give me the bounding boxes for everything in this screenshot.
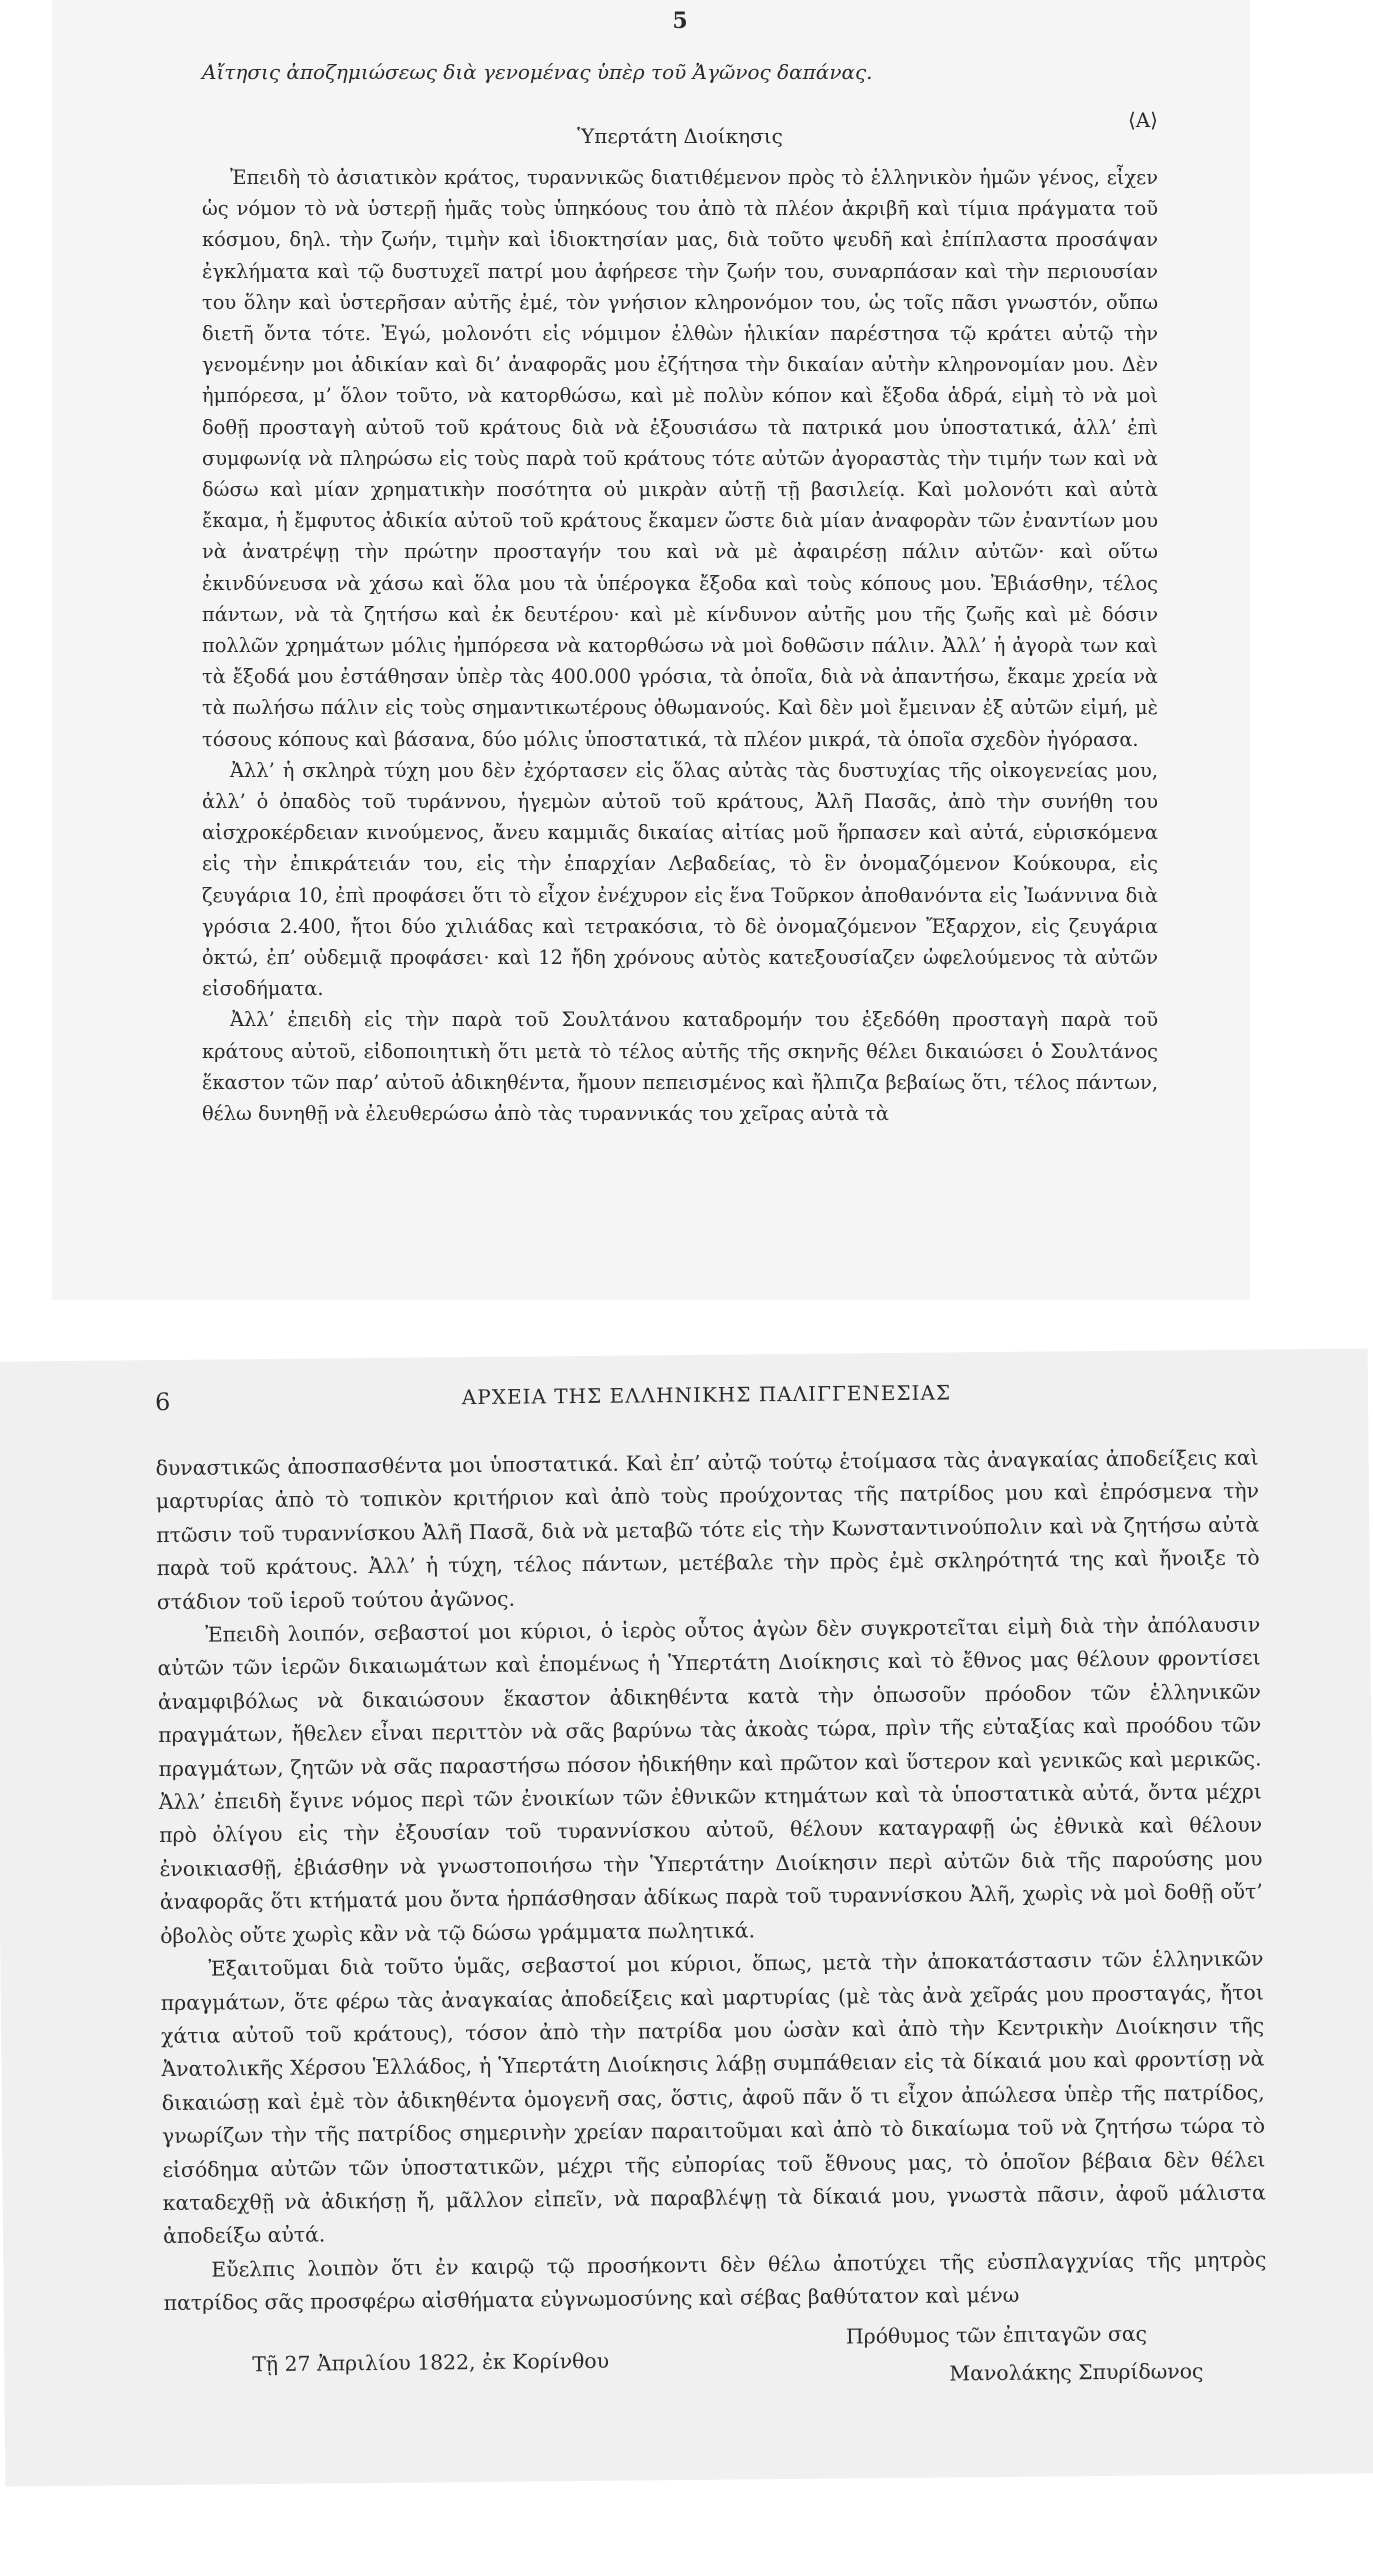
signer-name: Μανολάκης Σπυρίδωνος [949,2358,1204,2386]
signature-block [164,2314,1268,2425]
addressee-heading: Ὑπερτάτη Διοίκησις [577,124,783,148]
paragraph: Ἐξαιτοῦμαι διὰ τοῦτο ὑμᾶς, σεβαστοί μοι κύριοι, ὅπως, μετὰ τὴν ἀποκατάστασιν τῶν ἑλληνικῶν πραγμάτων, ὅτε φέρω τὰς ἀναγκαίας ἀποδείξεις καὶ μαρτυρίας (μὲ τὰς ἀνὰ χεῖράς μου προσταγάς, ἤτοι χάτια αὐτοῦ τοῦ κράτους), τόσον ἀπὸ τὴν πατρίδα μου ὡσὰν καὶ ἀπὸ τὴν Κεντρικὴν Διοίκησιν τῆς Ἀνατολικῆς Χέρσου Ἑλλάδος, ἡ Ὑπερτάτη Διοίκησις λάβῃ συμπάθειαν εἰς τὰ δίκαιά μου καὶ φροντίσῃ νὰ δικαιώσῃ καὶ ἐμὲ τὸν ἀδικηθέντα ὁμογενῆ σας, ὅστις, ἀφοῦ πᾶν ὅ τι εἶχον ἀπώλεσα ὑπὲρ τῆς πατρίδος, γνωρίζων τὴν τῆς πατρίδος σημερινὴν χρείαν παραιτοῦμαι καὶ ἀπὸ τὸ δικαίωμα τοῦ νὰ ζητήσω τώρα τὸ εἰσόδημα αὐτῶν τῶν ὑποστατικῶν, μέχρι τῆς εὐπορίας τοῦ ἔθνους μας, τὸ ὁποῖον βέβαια δὲν θέλει καταδεχθῇ νὰ ἀδικήσῃ ἤ, μᾶλλον εἰπεῖν, νὰ παραβλέψῃ τὰ δίκαιά μου, γνωστὰ πᾶσιν, ἀφοῦ μάλιστα ἀποδείξω αὐτά. [160,1946,1266,2249]
page-header [155,1363,1258,1430]
paragraph: δυναστικῶς ἀποσπασθέντα μοι ὑποστατικά. Καὶ ἐπ’ αὐτῷ τούτῳ ἑτοίμασα τὰς ἀναγκαίας ἀποδείξεις καὶ μαρτυρίας ἀπὸ τὸ τοπικὸν κριτήριον καὶ ἀπὸ τοὺς προύχοντας τῆς πατρίδος μου καὶ ἐπρόσμενα τὴν πτῶσιν τοῦ τυραννίσκου Ἀλῆ Πασᾶ, διὰ νὰ μεταβῶ τότε εἰς τὴν Κωνσταντινούπολιν καὶ νὰ ζητήσω αὐτὰ παρὰ τοῦ κράτους. Ἀλλ’ ἡ τύχη, τέλος πάντων, μετέβαλε τὴν πρὸς ἐμὲ σκληρότητά της καὶ ἤνοιξε τὸ στάδιον τοῦ ἱεροῦ τούτου ἀγῶνος. [155,1445,1260,1614]
paragraph: Εὔελπις λοιπὸν ὅτι ἐν καιρῷ τῷ προσήκοντι δὲν θέλω ἀποτύχει τῆς εὐσπλαγχνίας τῆς μητρὸς πατρίδος σᾶς προσφέρω αἰσθήματα εὐγνωμοσύνης καὶ σέβας βαθύτατον καὶ μένω [163,2247,1267,2316]
page-number: 5 [672,8,688,34]
document-title: Αἴτησις ἀποζημιώσεως διὰ γενομένας ὑπὲρ τοῦ Ἀγῶνος δαπάνας. [202,60,873,84]
page-number: 6 [154,1387,171,1417]
date-line: Τῇ 27 Ἀπριλίου 1822, ἐκ Κορίνθου [252,2348,610,2376]
page-5 [52,0,1250,1300]
paragraph: Ἀλλ’ ἐπειδὴ εἰς τὴν παρὰ τοῦ Σουλτάνου καταδρομήν του ἐξεδόθη προσταγὴ παρὰ τοῦ κράτους αὐτοῦ, εἰδοποιητικὴ ὅτι μετὰ τὸ τέλος αὐτῆς τῆς σκηνῆς θέλει δικαιώσει ὁ Σουλτάνος ἕκαστον τῶν παρ’ αὐτοῦ ἀδικηθέντα, ἤμουν πεπεισμένος καὶ ἤλπιζα βεβαίως ὅτι, τέλος πάντων, θέλω δυνηθῇ νὰ ἐλευθερώσω ἀπὸ τὰς τυραννικάς του χεῖρας αὐτὰ τὰ [202,1008,1158,1126]
body-text [202,162,1158,1129]
running-head: ΑΡΧΕΙΑ ΤΗΣ ΕΛΛΗΝΙΚΗΣ ΠΑΛΙΓΓΕΝΕΣΙΑΣ [461,1380,952,1410]
paragraph: Ἐπειδὴ τὸ ἀσιατικὸν κράτος, τυραννικῶς διατιθέμενον πρὸς τὸ ἑλληνικὸν ἡμῶν γένος, εἶχεν ὡς νόμον τὸ νὰ ὑστερῇ ἡμᾶς τοὺς ὑπηκόους του ἀπὸ τὰ πλέον ἀκριβῆ καὶ τίμια πράγματα τοῦ κόσμου, δηλ. τὴν ζωήν, τιμὴν καὶ ἰδιοκτησίαν μας, διὰ τοῦτο ψευδῆ καὶ ἐπίπλαστα προσάψαν ἐγκλήματα καὶ τῷ δυστυχεῖ πατρί μου ἀφήρεσε τὴν ζωήν του, συναρπάσαν καὶ τὴν περιουσίαν του ὅλην καὶ ὑστερῆσαν αὐτῆς ἐμέ, τὸν γνήσιον κληρονόμον του, ὡς τοῖς πᾶσι γνωστόν, οὔπω διετῆ ὄντα τότε. Ἐγώ, μολονότι εἰς νόμιμον ἐλθὼν ἡλικίαν παρέστησα τῷ κράτει αὐτῷ τὴν γενομένην μοι ἀδικίαν καὶ δι’ ἀναφορᾶς μου ἐζήτησα τὴν δικαίαν αὐτὴν κληρονομίαν μου. Δὲν ἠμπόρεσα, μ’ ὅλον τοῦτο, νὰ κατορθώσω, καὶ μὲ πολὺν κόπον καὶ ἔξοδα ἁδρά, εἰμὴ τὸ νὰ μοὶ δοθῇ προσταγὴ αὐτοῦ τοῦ κράτους διὰ νὰ ἐξουσιάσω τὰ πατρικά μου ὑποστατικά, ἀλλ’ ἐπὶ συμφωνίᾳ νὰ πληρώσω εἰς τοὺς παρὰ τοῦ κράτους τότε αὐτῶν ἀγοραστὰς τὴν τιμήν των καὶ νὰ δώσω καὶ μίαν χρηματικὴν ποσότητα οὐ μικρὰν αὐτῇ τῇ βασιλείᾳ. Καὶ μολονότι καὶ αὐτὰ ἔκαμα, ἡ ἔμφυτος ἀδικία αὐτοῦ τοῦ κράτους ἔκαμεν ὥστε διὰ μίαν ἀναφορὰν τῶν ἐναντίων μου νὰ ἀνατρέψῃ τὴν πρώτην προσταγήν του καὶ νὰ μὲ ἀφαιρέσῃ πάλιν αὐτῶν· καὶ οὕτω ἐκινδύνευσα νὰ χάσω καὶ ὅλα μου τὰ ὑπέρογκα ἔξοδα καὶ τοὺς κόπους μου. Ἐβιάσθην, τέλος πάντων, νὰ τὰ ζητήσω καὶ ἐκ δευτέρου· καὶ μὲ κίνδυνον αὐτῆς μου τῆς ζωῆς καὶ μὲ δόσιν πολλῶν χρημάτων μόλις ἠμπόρεσα νὰ κατορθώσω νὰ μοὶ δοθῶσιν πάλιν. Ἀλλ’ ἡ ἀγορὰ των καὶ τὰ ἔξοδά μου ἐστάθησαν ὑπὲρ τὰς 400.000 γρόσια, τὰ ὁποῖα, διὰ νὰ ἀπαντήσω, ἔκαμε χρεία νὰ τὰ πωλήσω πάλιν εἰς τοὺς σημαντικωτέρους ὀθωμανούς. Καὶ δὲν μοὶ ἔμειναν ἐξ αὐτῶν εἰμή, μὲ τόσους κόπους καὶ βάσανα, δύο μόλις ὑποστατικά, τὰ πλέον μικρά, τὰ ὁποῖα σχεδὸν ἠγόρασα. [202,166,1158,751]
body-text [156,1441,1267,2320]
page-6 [0,1348,1373,2486]
closing-phrase: Πρόθυμος τῶν ἐπιταγῶν σας [845,2321,1148,2349]
paragraph: Ἐπειδὴ λοιπόν, σεβαστοί μοι κύριοι, ὁ ἱερὸς οὗτος ἀγὼν δὲν συγκροτεῖται εἰμὴ διὰ τὴν ἀπόλαυσιν αὐτῶν τῶν ἱερῶν δικαιωμάτων καὶ ἑπομένως ἡ Ὑπερτάτη Διοίκησις καὶ τὸ ἔθνος μας θέλουν φροντίσει ἀναμφιβόλως νὰ δικαιώσουν ἕκαστον ἀδικηθέντα κατὰ τὴν ὁπωσοῦν πρόοδον τῶν ἑλληνικῶν πραγμάτων, ἤθελεν εἶναι περιττὸν νὰ σᾶς βαρύνω τὰς ἀκοὰς τώρα, πρὶν τῆς εὐταξίας καὶ προόδου τῶν πραγμάτων, ζητῶν νὰ σᾶς παραστήσω πόσον ἠδικήθην καὶ πρῶτον καὶ ὕστερον καὶ γενικῶς καὶ μερικῶς. Ἀλλ’ ἐπειδὴ ἔγινε νόμος περὶ τῶν ἐνοικίων τῶν ἐθνικῶν κτημάτων καὶ τὰ ὑποστατικὰ αὐτά, ὄντα μέχρι πρὸ ὀλίγου εἰς τὴν ἐξουσίαν τοῦ τυραννίσκου αὐτοῦ, θέλουν καταγραφῇ ὡς ἐθνικὰ καὶ θέλουν ἐνοικιασθῇ, ἐβιάσθην νὰ γνωστοποιήσω τὴν Ὑπερτάτην Διοίκησιν περὶ αὐτῶν διὰ τῆς παρούσης μου ἀναφορᾶς ὅτι κτήματά μου ὄντα ἡρπάσθησαν ἀδίκως παρὰ τοῦ τυραννίσκου Ἀλῆ, χωρὶς νὰ μοὶ δοθῇ οὔτ’ ὀβολὸς οὔτε χωρὶς κἂν νὰ τῷ δώσω γράμματα πωλητικά. [157,1612,1263,1948]
paragraph: Ἀλλ’ ἡ σκληρὰ τύχη μου δὲν ἐχόρτασεν εἰς ὅλας αὐτὰς τὰς δυστυχίας τῆς οἰκογενείας μου, ἀλλ’ ὁ ὀπαδὸς τοῦ τυράννου, ἡγεμὼν αὐτοῦ τοῦ κράτους, Ἀλῆ Πασᾶς, ἀπὸ τὴν συνήθη του αἰσχροκέρδειαν κινούμενος, ἄνευ καμμιᾶς δικαίας αἰτίας μοῦ ἥρπασεν καὶ αὐτά, εὑρισκόμενα εἰς τὴν ἐπικράτειάν του, εἰς τὴν ἐπαρχίαν Λεβαδείας, τὸ ἓν ὀνομαζόμενον Κούκουρα, εἰς ζευγάρια 10, ἐπὶ προφάσει ὅτι τὸ εἶχον ἐνέχυρον εἰς ἕνα Τοῦρκον ἀποθανόντα εἰς Ἰωάννινα διὰ γρόσια 2.400, ἤτοι δύο χιλιάδας καὶ τετρακόσια, τὸ δὲ ὀνομαζόμενον Ἔξαρχον, εἰς ζευγάρια ὀκτώ, ἐπ’ οὐδεμιᾷ προφάσει· καὶ 12 ἤδη χρόνους αὐτὸς κατεξουσίαζεν ὠφελούμενος τὰ αὐτῶν εἰσοδήματα. [202,758,1158,1001]
heading-row [202,108,1158,148]
document-marker: ⟨Α⟩ [1127,108,1158,132]
